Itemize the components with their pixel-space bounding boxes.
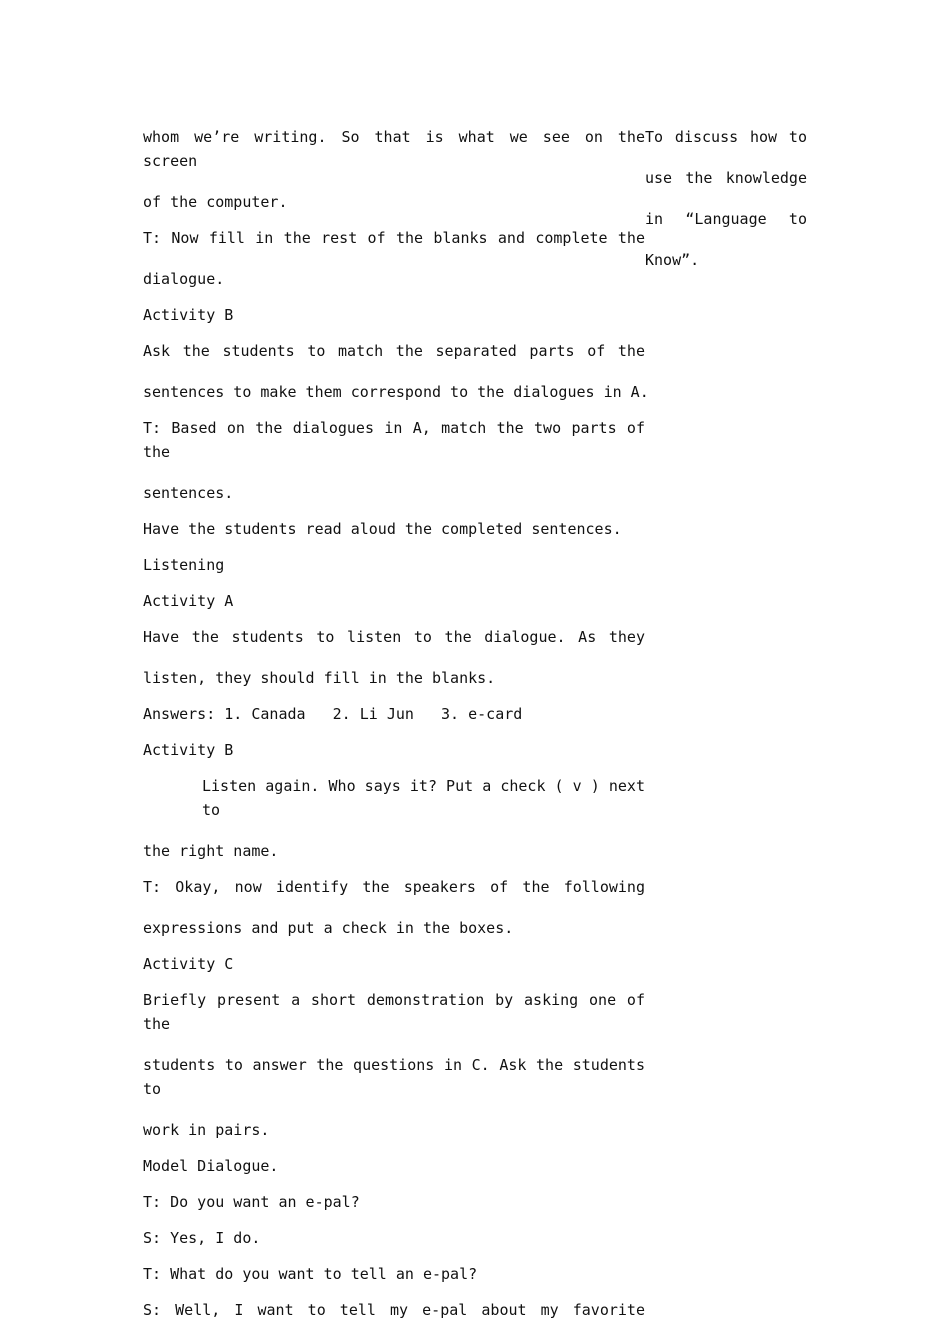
text-line: the right name. bbox=[143, 842, 279, 860]
text-line: Listen again. Who says it? Put a check ( v ) next to bbox=[202, 777, 645, 819]
text-line: dialogue. bbox=[143, 270, 225, 288]
text-line: T: Okay, now identify the speakers of the following bbox=[143, 878, 645, 896]
answers-line: Answers: 1. Canada 2. Li Jun 3. e-card bbox=[143, 705, 523, 723]
dialogue-line: T: Do you want an e-pal? bbox=[143, 1193, 360, 1211]
text-line: Have the students to listen to the dialogue. As they bbox=[143, 628, 645, 646]
section-heading: Listening bbox=[143, 556, 225, 574]
section-heading: Activity A bbox=[143, 592, 234, 610]
text-line: Model Dialogue. bbox=[143, 1157, 279, 1175]
text-line: work in pairs. bbox=[143, 1121, 270, 1139]
text-line: listen, they should fill in the blanks. bbox=[143, 669, 496, 687]
text-line: students to answer the questions in C. Ask the students to bbox=[143, 1056, 645, 1098]
text-line: T: Now fill in the rest of the blanks and complete the bbox=[143, 229, 645, 247]
side-text-line: To discuss how to bbox=[645, 128, 807, 146]
side-text-line: in “Language to bbox=[645, 210, 807, 228]
text-line: Ask the students to match the separated parts of the bbox=[143, 342, 645, 360]
section-heading: Activity B bbox=[143, 306, 234, 324]
text-line: expressions and put a check in the boxes. bbox=[143, 919, 514, 937]
side-text-line: Know”. bbox=[645, 251, 700, 269]
text-line: whom we’re writing. So that is what we see on the screen bbox=[143, 128, 645, 170]
text-line: Briefly present a short demonstration by asking one of the bbox=[143, 991, 645, 1033]
text-line: T: Based on the dialogues in A, match the two parts of the bbox=[143, 419, 645, 461]
side-text-line: use the knowledge bbox=[645, 169, 807, 187]
text-line: of the computer. bbox=[143, 193, 288, 211]
section-heading: Activity B bbox=[143, 741, 234, 759]
main-column bbox=[143, 125, 649, 1322]
side-column bbox=[645, 125, 807, 272]
dialogue-line: S: Well, I want to tell my e-pal about my favorite bbox=[143, 1301, 645, 1319]
dialogue-line: S: Yes, I do. bbox=[143, 1229, 261, 1247]
text-line: sentences to make them correspond to the dialogues in A. bbox=[143, 383, 649, 401]
section-heading: Activity C bbox=[143, 955, 234, 973]
text-line: sentences. bbox=[143, 484, 234, 502]
text-line: Have the students read aloud the completed sentences. bbox=[143, 520, 622, 538]
dialogue-line: T: What do you want to tell an e-pal? bbox=[143, 1265, 478, 1283]
